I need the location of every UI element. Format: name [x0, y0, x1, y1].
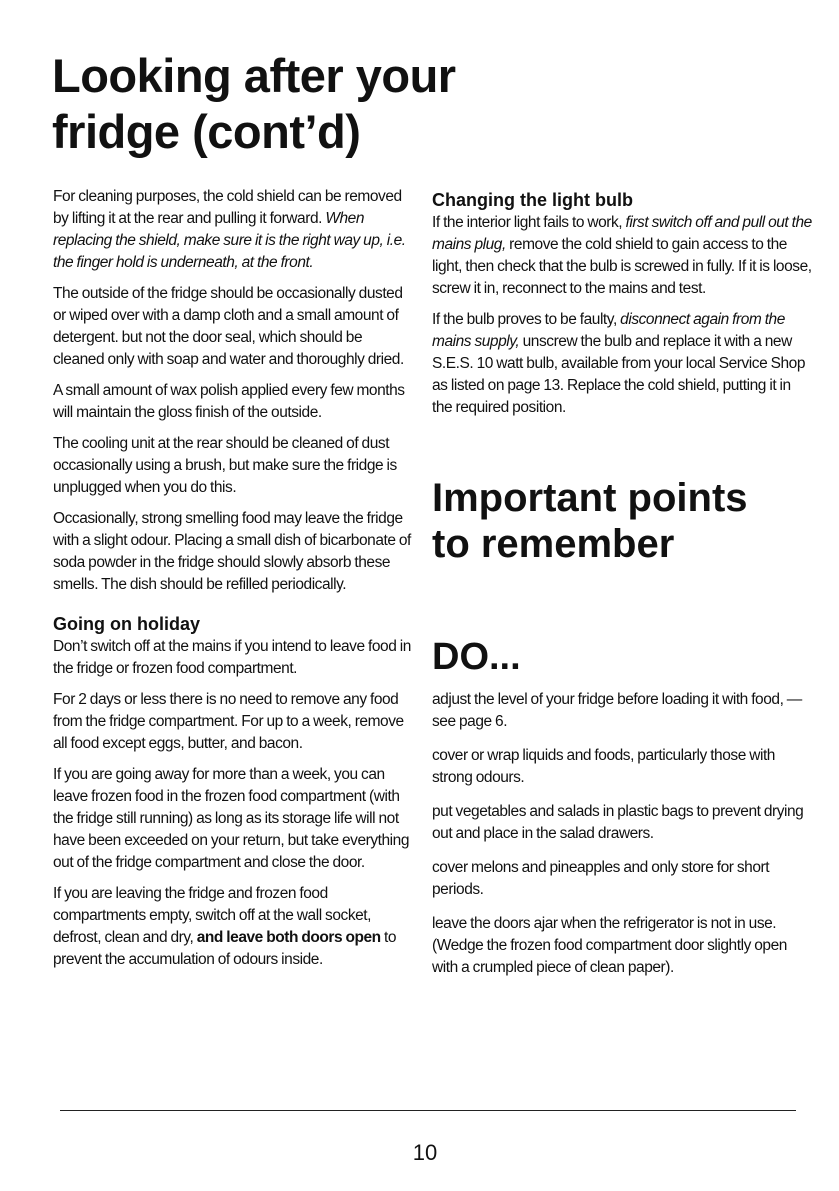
holiday-paragraph-3: If you are going away for more than a week, you can leave frozen food in the frozen food compartment (with the fridge still running) as long as its storage life will not have been exceeded on your return, but take everything out of the fridge compartment and close the door.	[53, 766, 410, 871]
do-item: cover or wrap liquids and foods, particularly those with strong odours.	[432, 747, 775, 786]
important-points-heading	[432, 475, 812, 567]
right-column	[432, 186, 812, 991]
light-bulb-paragraph-1	[432, 212, 812, 300]
page-title-line-2: fridge (cont’d)	[52, 105, 361, 158]
do-heading: DO...	[432, 636, 521, 678]
do-item: leave the doors ajar when the refrigerator is not in use. (Wedge the frozen food compartment door slightly open with a crumpled piece of clean paper).	[432, 915, 787, 976]
holiday-heading: Going on holiday	[53, 614, 200, 634]
important-line-2: to remember	[432, 522, 675, 566]
light-bulb-heading: Changing the light bulb	[432, 190, 633, 210]
holiday-p4-bold: and leave both doors open	[196, 929, 381, 946]
bulb-p2-text-2: unscrew the bulb and replace it with a new S.E.S. 10 watt bulb, available from your local Service Shop as listed on page 13. Replace the cold shield, putting it in the required position.	[432, 333, 806, 416]
cold-shield-text: For cleaning purposes, the cold shield can be removed by lifting it at the rear and pulling it forward.	[53, 188, 402, 227]
left-column	[53, 186, 415, 980]
important-line-1: Important points	[432, 476, 748, 520]
cold-shield-italic-note: When replacing the shield, make sure it is the right way up, i.e. the finger hold is underneath, at the front.	[53, 210, 406, 271]
bulb-p1-text-2: remove the cold shield to gain access to the light, then check that the bulb is screwed in fully. If it is loose, screw it in, reconnect to the mains and test.	[432, 236, 812, 297]
wax-polish-paragraph: A small amount of wax polish applied every few months will maintain the gloss finish of the outside.	[53, 382, 405, 421]
page-number: 10	[412, 1140, 438, 1165]
holiday-paragraph-2: For 2 days or less there is no need to remove any food from the fridge compartment. For up to a week, remove all food except eggs, butter, and bacon.	[53, 691, 404, 752]
bulb-p1-italic: first switch off and pull out the mains plug,	[432, 214, 812, 253]
cold-shield-paragraph	[53, 186, 415, 274]
light-bulb-paragraph-2	[432, 309, 812, 419]
footer-divider	[60, 1110, 796, 1111]
holiday-paragraph-4	[53, 883, 415, 971]
odour-paragraph: Occasionally, strong smelling food may leave the fridge with a slight odour. Placing a small dish of bicarbonate of soda powder in the fridge should slowly absorb these smells. The dish should be refilled periodically.	[53, 510, 411, 593]
holiday-paragraph-1: Don’t switch off at the mains if you intend to leave food in the fridge or frozen food compartment.	[53, 638, 411, 677]
holiday-p4-text-2: to prevent the accumulation of odours inside.	[53, 929, 397, 968]
do-item: adjust the level of your fridge before loading it with food, — see page 6.	[432, 691, 802, 730]
bulb-p2-italic: disconnect again from the mains supply,	[432, 311, 785, 350]
bulb-p1-text: If the interior light fails to work,	[432, 214, 626, 231]
cooling-unit-paragraph: The cooling unit at the rear should be cleaned of dust occasionally using a brush, but make sure the fridge is unplugged when you do this.	[53, 435, 397, 496]
holiday-p4-text: If you are leaving the fridge and frozen food compartments empty, switch off at the wall socket, defrost, clean and dry,	[53, 885, 372, 946]
do-item: cover melons and pineapples and only store for short periods.	[432, 859, 770, 898]
page-title	[52, 48, 456, 160]
page-title-line-1: Looking after your	[52, 49, 456, 102]
outside-cleaning-paragraph: The outside of the fridge should be occasionally dusted or wiped over with a damp cloth and a small amount of detergent. but not the door seal, which should be cleaned only with soap and water and thoroughly dried.	[53, 285, 404, 368]
bulb-p2-text: If the bulb proves to be faulty,	[432, 311, 621, 328]
do-list	[432, 689, 812, 979]
do-item: put vegetables and salads in plastic bags to prevent drying out and place in the salad drawers.	[432, 803, 804, 842]
